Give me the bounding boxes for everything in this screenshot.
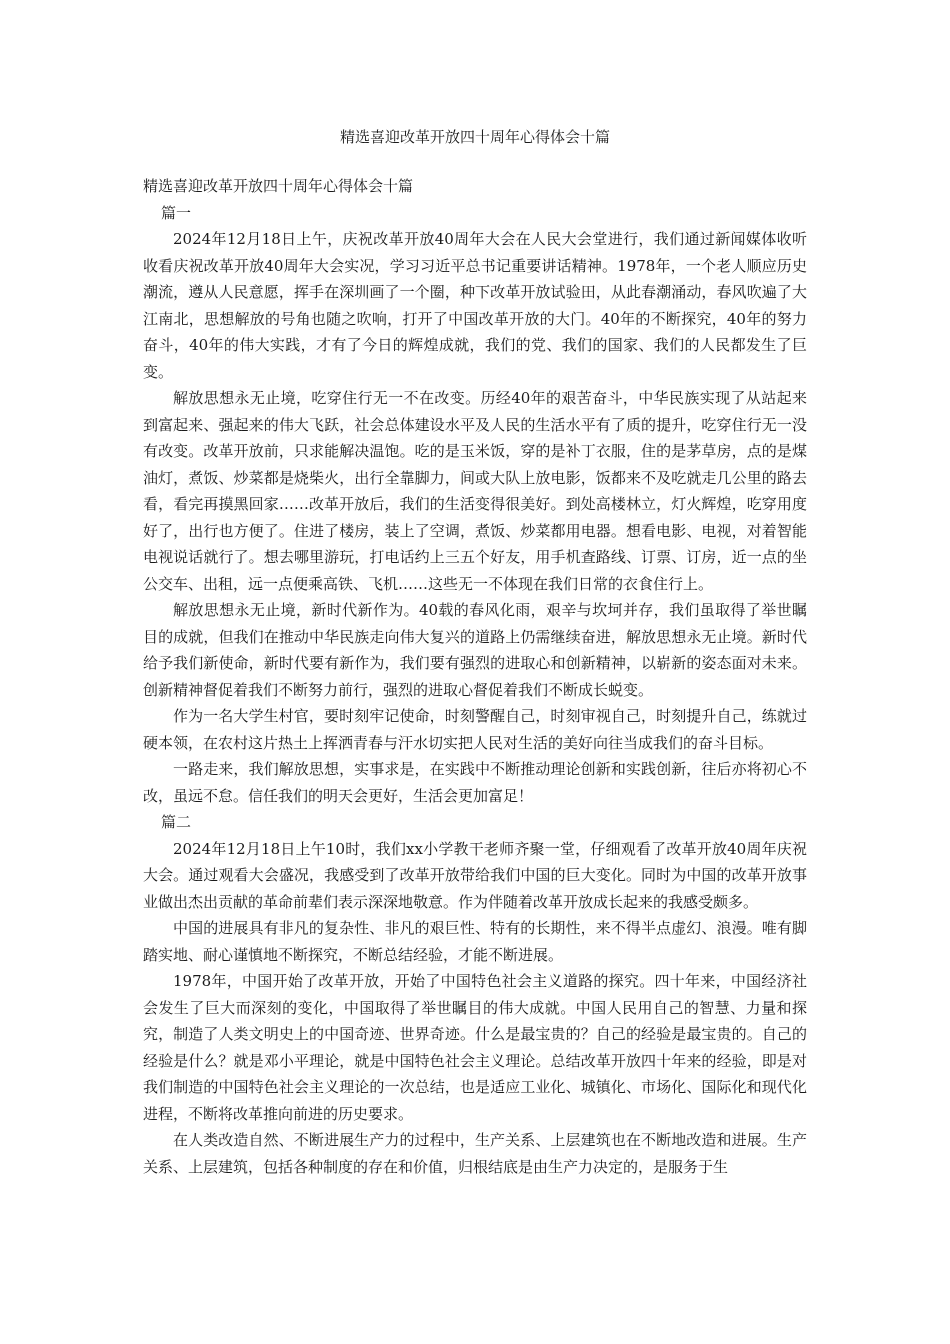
section-label-2: 篇二 xyxy=(161,813,192,831)
paragraph: 中国的进展具有非凡的复杂性、非凡的艰巨性、特有的长期性，来不得半点虚幻、浪漫。唯有脚踏实地、耐心谨慎地不断探究，不断总结经验，才能不断进展。 xyxy=(143,919,807,964)
paragraph: 2024年12月18日上午，庆祝改革开放40周年大会在人民大会堂进行，我们通过新闻媒体收听收看庆祝改革开放40周年大会实况，学习习近平总书记重要讲话精神。1978年，一个老人顺应历史潮流，遵从人民意愿，挥手在深圳画了一个圈，种下改革开放试验田，从此春潮涌动，春风吹遍了大江南北，思想解放的号角也随之吹响，打开了中国改革开放的大门。40年的不断探究，40年的努力奋斗，40年的伟大实践，才有了今日的辉煌成就，我们的党、我们的国家、我们的人民都发生了巨变。 xyxy=(143,230,807,381)
document-subtitle: 精选喜迎改革开放四十周年心得体会十篇 xyxy=(143,177,414,195)
paragraph: 解放思想永无止境，吃穿住行无一不在改变。历经40年的艰苦奋斗，中华民族实现了从站起来到富起来、强起来的伟大飞跃，社会总体建设水平及人民的生活水平有了质的提升，吃穿住行无一没有改变。改革开放前，只求能解决温饱。吃的是玉米饭，穿的是补丁衣服，住的是茅草房，点的是煤油灯，煮饭、炒菜都是烧柴火，出行全靠脚力，间或大队上放电影，饭都来不及吃就走几公里的路去看，看完再摸黑回家……改革开放后，我们的生活变得很美好。到处高楼林立，灯火辉煌，吃穿用度好了，出行也方便了。住进了楼房，装上了空调，煮饭、炒菜都用电器。想看电影、电视，对着智能电视说话就行了。想去哪里游玩，打电话约上三五个好友，用手机查路线、订票、订房，近一点的坐公交车、出租，远一点便乘高铁、飞机……这些无一不体现在我们日常的衣食住行上。 xyxy=(143,389,807,593)
document-title: 精选喜迎改革开放四十周年心得体会十篇 xyxy=(339,128,610,146)
paragraph: 1978年，中国开始了改革开放，开始了中国特色社会主义道路的探究。四十年来，中国经济社会发生了巨大而深刻的变化，中国取得了举世瞩目的伟大成就。中国人民用自己的智慧、力量和探究，制造了人类文明史上的中国奇迹、世界奇迹。什么是最宝贵的？自己的经验是最宝贵的。自己的经验是什么？就是邓小平理论，就是中国特色社会主义理论。总结改革开放四十年来的经验，即是对我们制造的中国特色社会主义理论的一次总结，也是适应工业化、城镇化、市场化、国际化和现代化进程，不断将改革推向前进的历史要求。 xyxy=(143,972,807,1123)
paragraph: 解放思想永无止境，新时代新作为。40载的春风化雨，艰辛与坎坷并存，我们虽取得了举世瞩目的成就，但我们在推动中华民族走向伟大复兴的道路上仍需继续奋进，解放思想永无止境。新时代给予我们新使命，新时代要有新作为，我们要有强烈的进取心和创新精神，以崭新的姿态面对未来。创新精神督促着我们不断努力前行，强烈的进取心督促着我们不断成长蜕变。 xyxy=(143,601,807,699)
paragraph: 一路走来，我们解放思想，实事求是，在实践中不断推动理论创新和实践创新，往后亦将初心不改，虽远不怠。信任我们的明天会更好，生活会更加富足！ xyxy=(143,760,807,805)
paragraph: 2024年12月18日上午10时，我们xx小学教干老师齐聚一堂，仔细观看了改革开放40周年庆祝大会。通过观看大会盛况，我感受到了改革开放带给我们中国的巨大变化。同时为中国的改革开放事业做出杰出贡献的革命前辈们表示深深地敬意。作为伴随着改革开放成长起来的我感受颇多。 xyxy=(143,839,807,911)
section-label-1: 篇一 xyxy=(161,203,192,222)
paragraph: 作为一名大学生村官，要时刻牢记使命，时刻警醒自己，时刻审视自己，时刻提升自己，练就过硬本领，在农村这片热土上挥洒青春与汗水切实把人民对生活的美好向往当成我们的奋斗目标。 xyxy=(143,707,807,752)
document-body xyxy=(143,173,807,1180)
paragraph: 在人类改造自然、不断进展生产力的过程中，生产关系、上层建筑也在不断地改造和进展。生产关系、上层建筑，包括各种制度的存在和价值，归根结底是由生产力决定的，是服务于生 xyxy=(143,1131,807,1176)
